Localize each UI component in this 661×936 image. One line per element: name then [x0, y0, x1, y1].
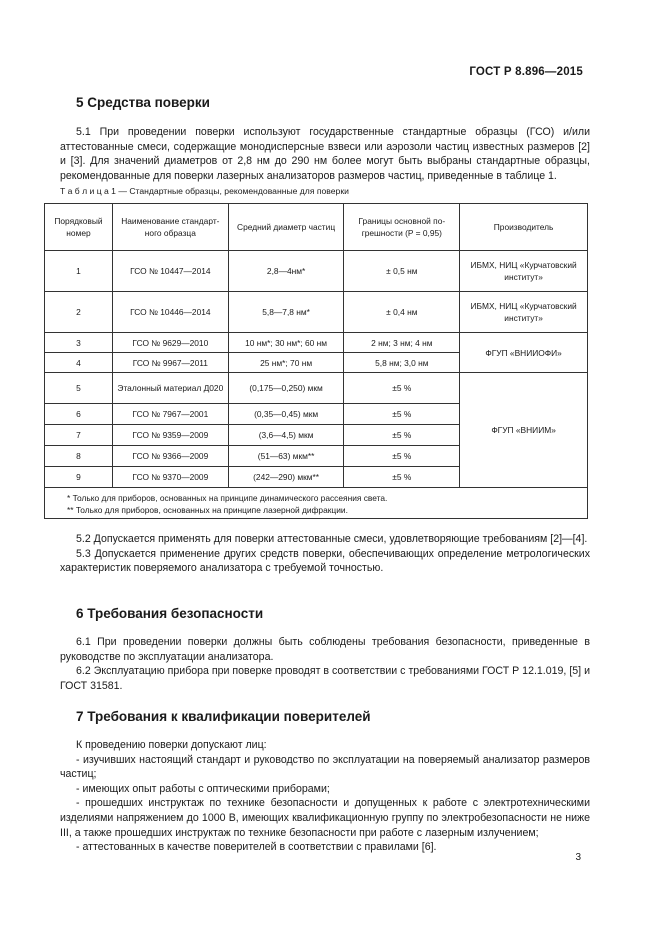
cell-producer: ФГУП «ВНИИМ»	[460, 373, 588, 488]
table-note-2: ** Только для приборов, основанных на принципе лазерной дифракции.	[67, 505, 348, 515]
cell-name: ГСО № 10447—2014	[112, 251, 228, 292]
table-row	[45, 292, 588, 333]
section-5-title: 5 Средства поверки	[76, 95, 210, 110]
list-item: - аттестованных в качестве поверителей в соответствии с правилами [6].	[76, 841, 437, 854]
cell-name: ГСО № 9366—2009	[112, 446, 228, 467]
cell-number: 1	[45, 251, 113, 292]
cell-diameter: 5,8—7,8 нм*	[228, 292, 344, 333]
cell-error: ±5 %	[344, 467, 460, 488]
section-6-paragraphs	[60, 635, 590, 693]
cell-diameter: (3,6—4,5) мкм	[228, 425, 344, 446]
cell-diameter: (0,175—0,250) мкм	[228, 373, 344, 404]
cell-diameter: (0,35—0,45) мкм	[228, 404, 344, 425]
section-5-1-paragraph	[60, 125, 590, 183]
paragraph-6-1: 6.1 При проведении поверки должны быть соблюдены требования безопасности, приведенные в руководстве по эксплуатации анализатора.	[60, 636, 590, 663]
cell-name: ГСО № 9967—2011	[112, 353, 228, 373]
table-row	[45, 251, 588, 292]
list-item: - имеющих опыт работы с оптическими приборами;	[76, 782, 330, 795]
cell-number: 7	[45, 425, 113, 446]
cell-producer: ФГУП «ВНИИОФИ»	[460, 333, 588, 373]
section-7-title: 7 Требования к квалификации поверителей	[76, 709, 371, 724]
list-item: - прошедших инструктаж по технике безопасности и допущенных к работе с электротехническими изделиями напряжением до 1000 В, имеющих квалификационную группу по электробезопасности не ниже III, а также прошедших инструктаж по технике безопасности при работе с лазерным излучением;	[60, 797, 590, 839]
cell-name: ГСО № 10446—2014	[112, 292, 228, 333]
cell-diameter: 10 нм*; 30 нм*; 60 нм	[228, 333, 344, 353]
section-7-intro: К проведению поверки допускают лиц:	[76, 739, 267, 751]
document-id: ГОСТ Р 8.896—2015	[469, 66, 583, 78]
cell-number: 8	[45, 446, 113, 467]
section-5-2-5-3	[60, 532, 590, 576]
cell-number: 9	[45, 467, 113, 488]
cell-name: ГСО № 9370—2009	[112, 467, 228, 488]
header-name: Наименование стандарт-ного образца	[112, 204, 228, 251]
paragraph-5-1: 5.1 При проведении поверки используют государственные стандартные образцы (ГСО) и/или аттестованные смеси, содержащие монодисперсные взвеси или аэрозоли частиц известных размеров [2] и [3]. Для значений диаметров от 2,8 нм до 290 нм более могут быть выбраны стандартные образцы, рекомендованные для поверки лазерных анализаторов размеров частиц, приведенные в таблице 1.	[60, 126, 590, 182]
cell-error: ±5 %	[344, 404, 460, 425]
header-number: Порядковый номер	[45, 204, 113, 251]
list-item: - изучивших настоящий стандарт и руководство по эксплуатации на поверяемый анализатор размеров частиц;	[60, 753, 590, 781]
cell-error: ±5 %	[344, 373, 460, 404]
cell-number: 3	[45, 333, 113, 353]
table-caption: Т а б л и ц а 1 — Стандартные образцы, рекомендованные для поверки	[60, 186, 349, 196]
section-7-paragraphs	[60, 738, 590, 855]
header-error: Границы основной по-грешности (P = 0,95)	[344, 204, 460, 251]
cell-error: ± 0,5 нм	[344, 251, 460, 292]
cell-diameter: (51—63) мкм**	[228, 446, 344, 467]
standard-samples-table	[44, 203, 588, 519]
table-row	[45, 373, 588, 404]
paragraph-5-2: 5.2 Допускается применять для поверки аттестованные смеси, удовлетворяющие требованиям [2]—[4].	[76, 533, 588, 545]
table-row	[45, 333, 588, 353]
paragraph-5-3: 5.3 Допускается применение других средств поверки, обеспечивающих определение метрологических характеристик поверяемого анализатора с требуемой точностью.	[60, 547, 590, 575]
cell-diameter: 2,8—4нм*	[228, 251, 344, 292]
cell-producer: ИБМХ, НИЦ «Курчатовский институт»	[460, 292, 588, 333]
cell-error: 2 нм; 3 нм; 4 нм	[344, 333, 460, 353]
table-header-row	[45, 204, 588, 251]
cell-number: 6	[45, 404, 113, 425]
cell-name: ГСО № 9629—2010	[112, 333, 228, 353]
header-diameter: Средний диаметр частиц	[228, 204, 344, 251]
page-number: 3	[575, 852, 581, 863]
cell-diameter: 25 нм*; 70 нм	[228, 353, 344, 373]
section-6-title: 6 Требования безопасности	[76, 606, 264, 621]
cell-name: ГСО № 7967—2001	[112, 404, 228, 425]
cell-producer: ИБМХ, НИЦ «Курчатовский институт»	[460, 251, 588, 292]
cell-number: 5	[45, 373, 113, 404]
cell-error: ±5 %	[344, 446, 460, 467]
header-producer: Производитель	[460, 204, 588, 251]
cell-name: ГСО № 9359—2009	[112, 425, 228, 446]
cell-error: 5,8 нм; 3,0 нм	[344, 353, 460, 373]
cell-name: Эталонный материал Д020	[112, 373, 228, 404]
table-notes-row	[45, 488, 588, 519]
cell-number: 4	[45, 353, 113, 373]
table-notes	[45, 488, 588, 519]
cell-number: 2	[45, 292, 113, 333]
table-note-1: * Только для приборов, основанных на принципе динамического рассеяния света.	[67, 493, 388, 503]
cell-error: ± 0,4 нм	[344, 292, 460, 333]
cell-error: ±5 %	[344, 425, 460, 446]
paragraph-6-2: 6.2 Эксплуатацию прибора при поверке проводят в соответствии с требованиями ГОСТ Р 12.1.019, [5] и ГОСТ 31581.	[60, 665, 590, 692]
cell-diameter: (242—290) мкм**	[228, 467, 344, 488]
